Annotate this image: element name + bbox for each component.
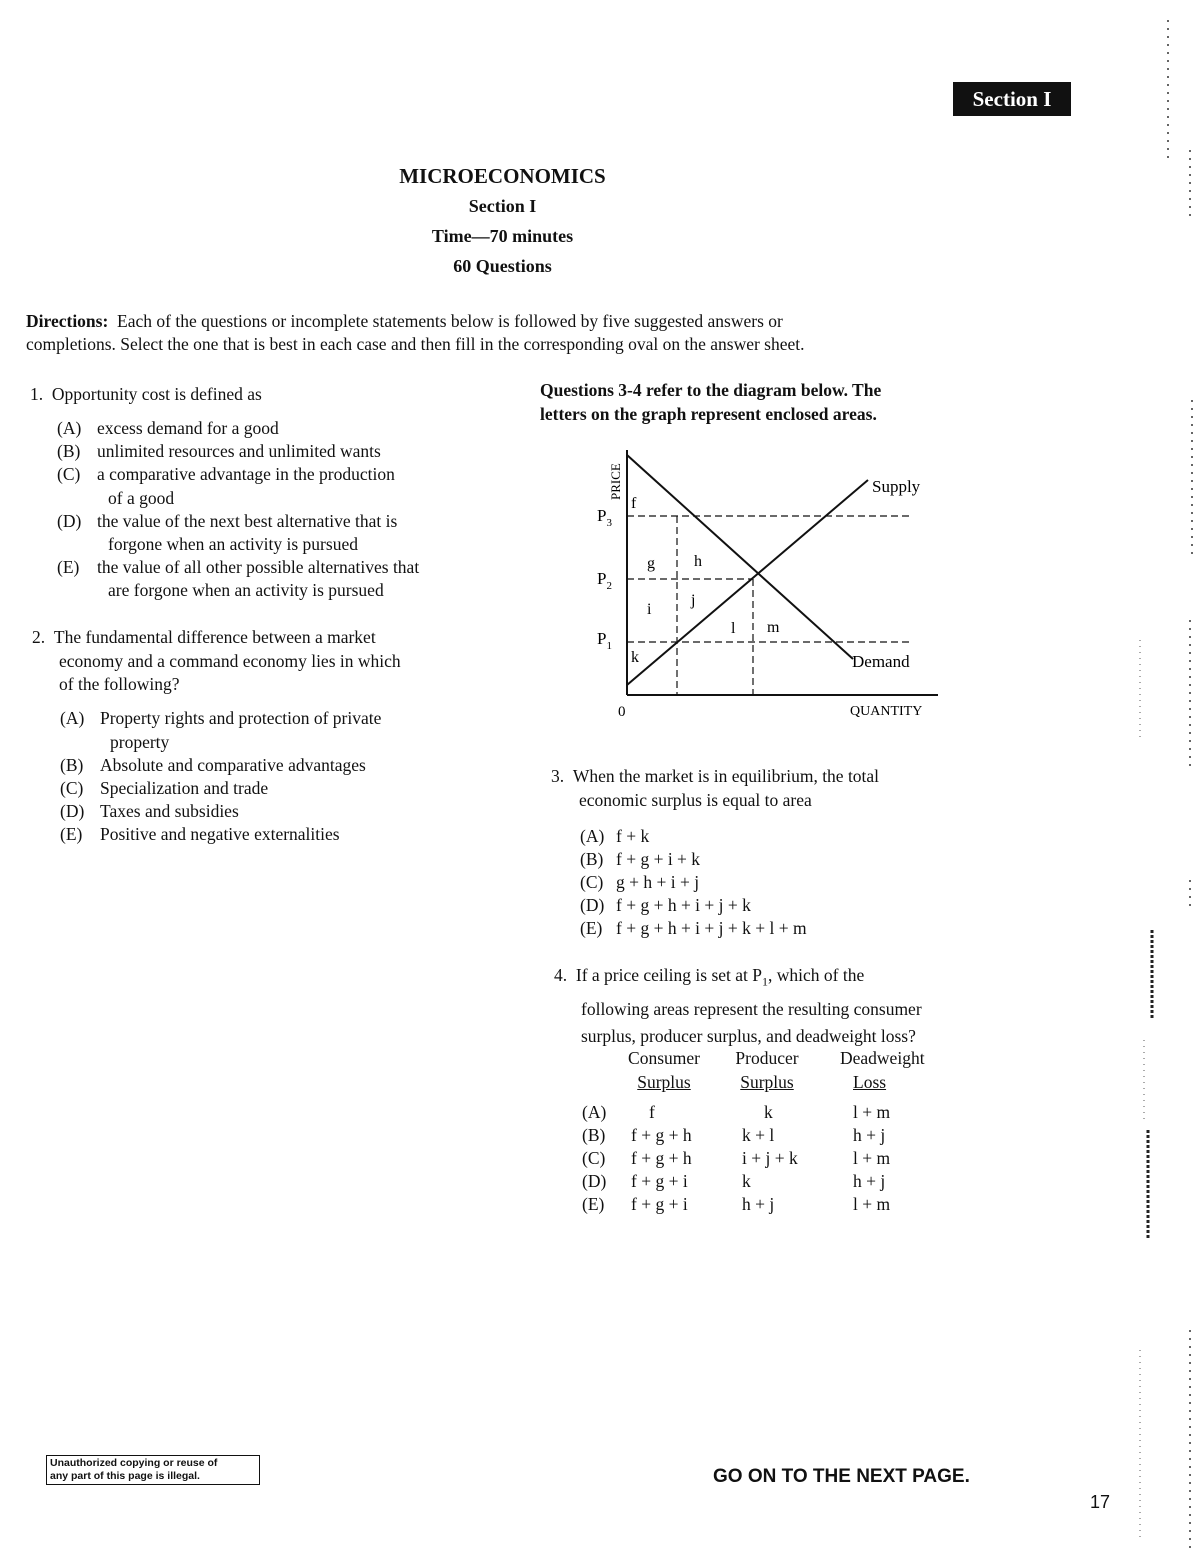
x-axis-label: QUANTITY: [850, 704, 923, 719]
option-text: a comparative advantage in the production: [97, 464, 395, 484]
option-text: Property rights and protection of private: [100, 708, 382, 728]
area-i: i: [647, 601, 652, 618]
copyright-disclaimer: Unauthorized copying or reuse of any part of this page is illegal.: [46, 1455, 260, 1485]
option-letter: (C): [60, 778, 84, 798]
q1-option-d-cont: forgone when an activity is pursued: [108, 534, 358, 554]
area-k: k: [631, 649, 639, 666]
q1-option-e: [57, 556, 419, 580]
question-1-stem: [30, 383, 262, 407]
section-heading: Section I: [468, 196, 537, 216]
supply-demand-diagram: [590, 440, 950, 725]
option-letter: (A): [57, 418, 82, 438]
p3-label: $P_3$: [597, 506, 612, 529]
q1-option-e-cont: are forgone when an activity is pursued: [108, 580, 384, 600]
area-m: m: [767, 619, 780, 636]
question-4-stem: [554, 962, 922, 1050]
question-number: 4.: [554, 965, 568, 985]
option-text: Specialization and trade: [100, 778, 269, 798]
origin-label: 0: [618, 704, 626, 720]
supply-curve: [627, 480, 868, 685]
option-letter: (B): [57, 441, 81, 461]
y-axis-label: PRICE: [608, 463, 623, 500]
q2-option-c: [60, 777, 268, 801]
question-count: 60 Questions: [453, 256, 552, 276]
q2-option-a-cont: property: [110, 732, 170, 752]
directions-label: Directions:: [26, 311, 109, 331]
question-text: of the following?: [59, 674, 180, 694]
question-text: economic surplus is equal to area: [579, 789, 812, 810]
directions-line2: completions. Select the one that is best in each case and then fill in the corresponding oval on the answer sheet.: [26, 334, 805, 354]
option-text: f + g + h + i + j + k + l + m: [616, 918, 807, 938]
q3-option-c: [580, 871, 699, 895]
question-text: When the market is in equilibrium, the total: [572, 766, 880, 786]
page-number: 17: [1090, 1492, 1111, 1512]
reference-line: letters on the graph represent enclosed areas.: [540, 404, 877, 424]
p2-label: $P_2$: [597, 569, 612, 592]
option-text: Absolute and comparative advantages: [100, 755, 366, 775]
option-letter: (E): [580, 918, 603, 938]
question-2-stem: [32, 626, 401, 697]
option-text: g + h + i + j: [616, 872, 700, 892]
scan-edge-marks: [1130, 0, 1200, 1553]
demand-curve: [627, 455, 853, 659]
question-text: , which of the: [768, 965, 865, 985]
p1-label: $P_1$: [597, 629, 612, 652]
question-text: economy and a command economy lies in which: [59, 650, 401, 671]
col-header-consumer: Consumer Surplus: [628, 1048, 700, 1092]
go-on-next-page: GO ON TO THE NEXT PAGE.: [713, 1466, 970, 1487]
question-text: following areas represent the resulting consumer: [581, 998, 922, 1019]
area-g: g: [647, 555, 655, 572]
q3-option-d: [580, 894, 751, 918]
section-badge: Section I: [953, 82, 1071, 116]
option-letter: (D): [580, 895, 605, 915]
col-header-deadweight: Deadweight Loss: [840, 1048, 925, 1092]
time-limit: Time—70 minutes: [431, 226, 574, 246]
question-text: Opportunity cost is defined as: [51, 384, 262, 404]
q3-option-e: [580, 917, 807, 941]
question-text: If a price ceiling is set at P: [575, 965, 762, 985]
question-3-stem: [551, 765, 879, 812]
area-f: f: [631, 495, 637, 512]
diagram-reference-heading: [540, 378, 960, 426]
option-text: f + k: [616, 826, 650, 846]
question-number: 1.: [30, 384, 44, 404]
q2-option-b: [60, 754, 366, 778]
option-letter: (C): [57, 464, 81, 484]
col-header-producer: Producer Surplus: [735, 1048, 799, 1092]
option-letter: (A): [60, 708, 85, 728]
question-number: 3.: [551, 766, 565, 786]
q2-option-e: [60, 823, 340, 847]
subscript: 1: [762, 974, 768, 989]
question-number: 2.: [32, 627, 46, 647]
option-letter: (B): [60, 755, 84, 775]
q1-option-d: [57, 510, 397, 534]
reference-line: Questions 3-4 refer to the diagram below. The: [540, 380, 882, 400]
option-letter: (C): [580, 872, 604, 892]
area-j: j: [691, 592, 696, 609]
q3-option-b: [580, 848, 700, 872]
option-letter: (A): [580, 826, 605, 846]
option-text: Positive and negative externalities: [100, 824, 340, 844]
option-text: the value of all other possible alternatives that: [97, 557, 420, 577]
q1-option-b: [57, 440, 381, 464]
option-letter: (D): [60, 801, 85, 821]
q2-option-a: [60, 707, 381, 731]
page-title: MICROECONOMICS: [399, 164, 606, 188]
question-text: The fundamental difference between a market: [53, 627, 376, 647]
area-l: l: [731, 620, 736, 637]
q1-option-a: [57, 417, 279, 441]
area-h: h: [694, 553, 702, 570]
demand-label: Demand: [852, 652, 910, 671]
option-text: excess demand for a good: [97, 418, 279, 438]
supply-label: Supply: [872, 477, 921, 496]
option-text: the value of the next best alternative that is: [97, 511, 398, 531]
option-text: f + g + i + k: [616, 849, 701, 869]
q3-option-a: [580, 825, 649, 849]
q1-option-c-cont: of a good: [108, 488, 175, 508]
option-letter: (E): [57, 557, 80, 577]
question-text: surplus, producer surplus, and deadweight loss?: [581, 1025, 916, 1046]
option-letter: (D): [57, 511, 82, 531]
option-letter: (B): [580, 849, 604, 869]
option-text: unlimited resources and unlimited wants: [97, 441, 381, 461]
q2-option-d: [60, 800, 239, 824]
q4-answer-table: Consumer Surplus Producer Surplus Deadweight Loss (A) f k l + m (B) f + g + h k + l h + j (C) f + g + h i + j + k l + m (D) f + g + i k h + j (E) f + g + i h + j l + m: [582, 1048, 925, 1214]
directions: [26, 310, 956, 356]
directions-line1: Each of the questions or incomplete statements below is followed by five suggested answers or: [117, 311, 783, 331]
option-letter: (E): [60, 824, 83, 844]
option-text: Taxes and subsidies: [100, 801, 239, 821]
option-text: f + g + h + i + j + k: [616, 895, 751, 915]
q1-option-c: [57, 463, 395, 487]
